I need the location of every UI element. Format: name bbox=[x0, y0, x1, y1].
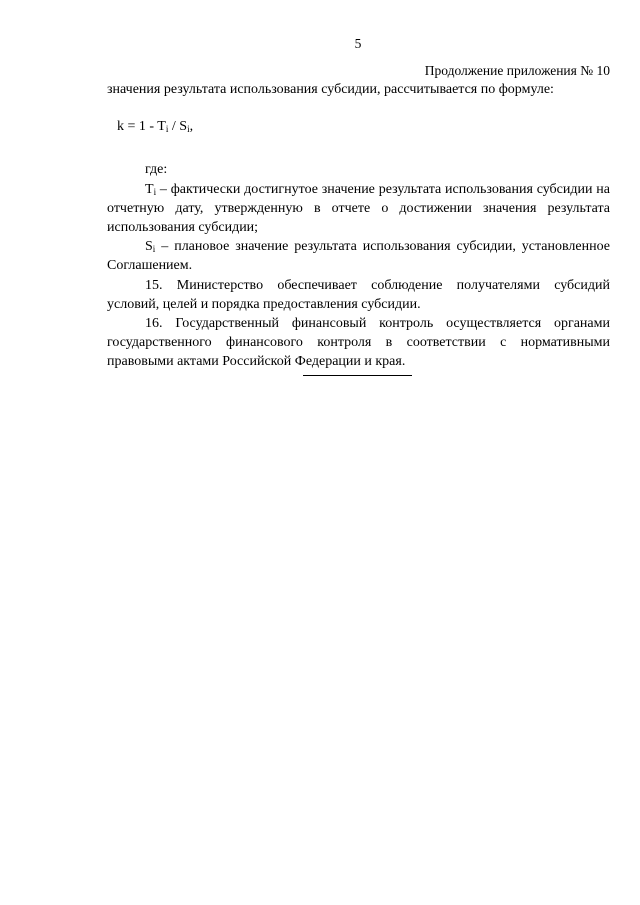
definition-t-text: – фактически достигнутое значение результата использования субсидии на отчетную дату, утвержденную в отчете о достижении значения результата использования субсидии; bbox=[107, 181, 610, 236]
formula-sub-2: i bbox=[187, 124, 190, 135]
intro-line: значения результата использования субсидии, рассчитывается по формуле: bbox=[107, 82, 554, 97]
definition-s-sub: i bbox=[152, 244, 156, 255]
definition-t-symbol: T bbox=[145, 181, 154, 197]
continuation-note: Продолжение приложения № 10 bbox=[424, 63, 610, 78]
item-16: 16. Государственный финансовый контроль осуществляется органами государственного финансового контроля в соответствии с нормативными правовыми актами Российской Федерации и края. bbox=[107, 316, 610, 370]
formula bbox=[107, 117, 610, 136]
definition-t-sub: i bbox=[153, 186, 157, 197]
definition-s bbox=[107, 237, 610, 275]
where-label: где: bbox=[145, 162, 168, 178]
formula-mid: / S bbox=[168, 119, 188, 135]
formula-tail: , bbox=[189, 119, 194, 135]
formula-sub-1: i bbox=[165, 124, 169, 135]
item-15: 15. Министерство обеспечивает соблюдение получателями субсидий условий, целей и порядка предоставления субсидии. bbox=[107, 277, 610, 312]
definition-s-symbol: S bbox=[145, 239, 153, 255]
page-number: 5 bbox=[354, 36, 362, 51]
end-rule bbox=[303, 375, 412, 376]
formula-lhs: k = 1 - T bbox=[117, 119, 166, 135]
definition-s-text: – плановое значение результата использования субсидии, установленное Соглашением. bbox=[107, 239, 610, 274]
definition-t bbox=[107, 180, 610, 238]
document-body bbox=[107, 80, 610, 372]
